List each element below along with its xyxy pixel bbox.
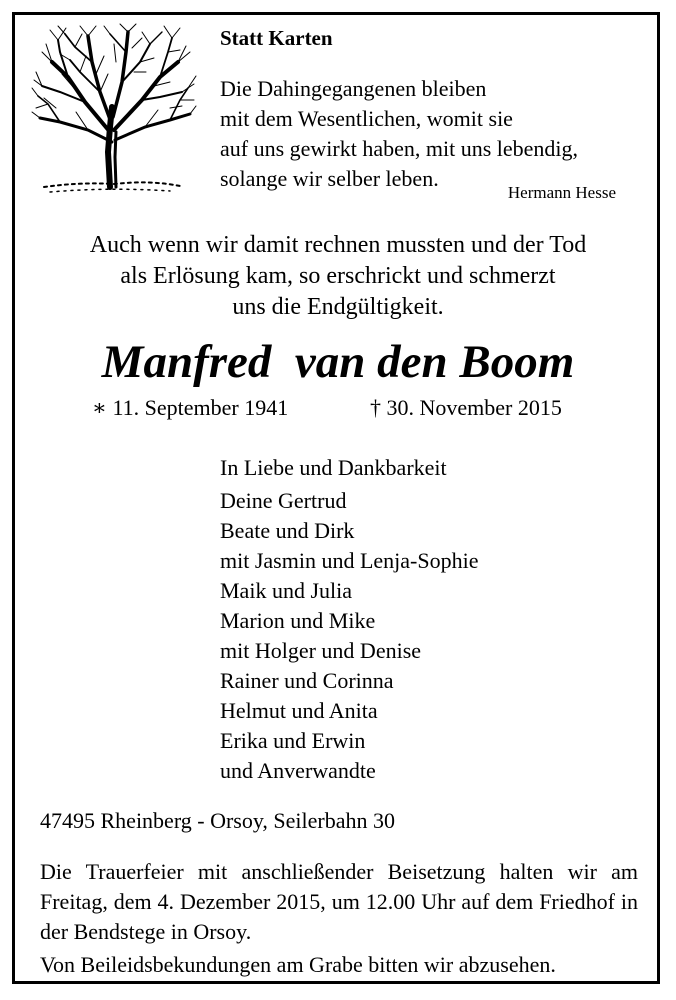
family-address: 47495 Rheinberg - Orsoy, Seilerbahn 30 (40, 808, 395, 833)
poem (220, 74, 578, 194)
mourners-list (220, 453, 478, 786)
mourner-name: Beate und Dirk (220, 518, 355, 543)
header-title: Statt Karten (220, 26, 333, 50)
intro-line: als Erlösung kam, so erschrickt und schmerzt (120, 263, 556, 289)
mourner-name: mit Jasmin und Lenja-Sophie (220, 548, 479, 573)
deceased-name: Manfred van den Boom (101, 336, 575, 388)
poem-line: mit dem Wesentlichen, womit sie (220, 106, 513, 131)
condolences-note: Von Beileidsbekundungen am Grabe bitten wir abzusehen. (40, 952, 556, 977)
mourner-name: mit Holger und Denise (220, 638, 422, 663)
mourner-name: Erika und Erwin (220, 728, 366, 753)
mourner-name: Marion und Mike (220, 608, 376, 633)
mourner-name: Maik und Julia (220, 578, 352, 603)
death-date: † 30. November 2015 (370, 395, 562, 420)
poem-author: Hermann Hesse (507, 183, 616, 202)
mourner-name: Helmut und Anita (220, 698, 378, 723)
intro-line: uns die Endgültigkeit. (232, 294, 444, 320)
mourner-name: und Anverwandte (220, 758, 376, 783)
funeral-info: Die Trauerfeier mit anschließender Beisetzung halten wir am Freitag, dem 4. Dezember 2015, um 12.00 Uhr auf dem Friedhof in der Bendstege in Orsoy. (40, 859, 638, 944)
mourner-name: Rainer und Corinna (220, 668, 394, 693)
poem-line: solange wir selber leben. (220, 166, 439, 191)
intro-line: Auch wenn wir damit rechnen mussten und der Tod (89, 232, 587, 258)
mourner-name: Deine Gertrud (220, 488, 347, 513)
birth-date: ∗ 11. September 1941 (92, 395, 289, 420)
intro-text (0, 230, 676, 323)
bare-tree-icon (30, 22, 198, 200)
poem-line: Die Dahingegangenen bleiben (220, 76, 487, 101)
poem-line: auf uns gewirkt haben, mit uns lebendig, (220, 136, 579, 161)
mourners-intro: In Liebe und Dankbarkeit (220, 455, 447, 480)
